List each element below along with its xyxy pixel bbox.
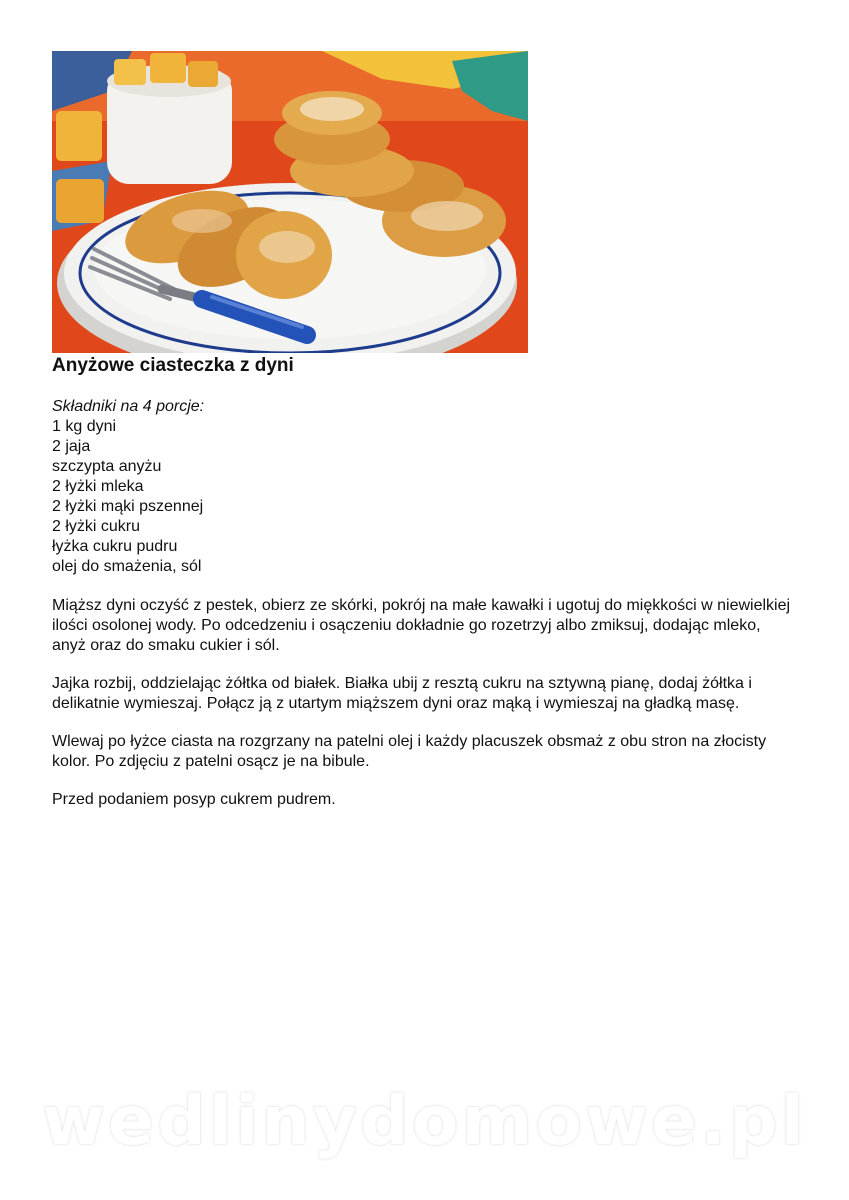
ingredients-list: [52, 417, 204, 577]
watermark: wedlinydomowe.pl: [42, 1082, 807, 1161]
preparation-steps: [52, 596, 797, 828]
ingredient-item: 1 kg dyni: [52, 418, 117, 435]
step-paragraph: Wlewaj po łyżce ciasta na rozgrzany na patelni olej i każdy placuszek obsmaż z obu stron na złocisty kolor. Po zdjęciu z patelni osącz je na bibule.: [52, 733, 767, 770]
pumpkin-pancakes-photo: [52, 51, 528, 353]
step-paragraph: Jajka rozbij, oddzielając żółtka od białek. Białka ubij z resztą cukru na sztywną pianę, dodaj żółtka i delikatnie wymieszaj. Połącz ją z utartym miąższem dyni oraz mąką i wymieszaj na gładką masę.: [52, 675, 752, 712]
ingredient-item: 2 jaja: [52, 438, 91, 455]
ingredient-item: 2 łyżki mleka: [52, 478, 144, 495]
step-paragraph: Miąższ dyni oczyść z pestek, obierz ze skórki, pokrój na małe kawałki i ugotuj do miękkości w niewielkiej ilości osolonej wody. Po odcedzeniu i osączeniu dokładnie go rozetrzyj albo zmiksuj, dodając mleko, anyż oraz do smaku cukier i sól.: [52, 597, 791, 654]
ingredients-heading: Składniki na 4 porcje:: [52, 398, 205, 415]
ingredient-item: szczypta anyżu: [52, 458, 162, 475]
step-paragraph: Przed podaniem posyp cukrem pudrem.: [52, 791, 336, 808]
recipe-title: Anyżowe ciasteczka z dyni: [52, 355, 294, 376]
ingredient-item: 2 łyżki mąki pszennej: [52, 498, 204, 515]
ingredient-item: łyżka cukru pudru: [52, 538, 178, 555]
ingredients-section: [52, 397, 204, 577]
ingredient-item: olej do smażenia, sól: [52, 558, 202, 575]
ingredient-item: 2 łyżki cukru: [52, 518, 141, 535]
